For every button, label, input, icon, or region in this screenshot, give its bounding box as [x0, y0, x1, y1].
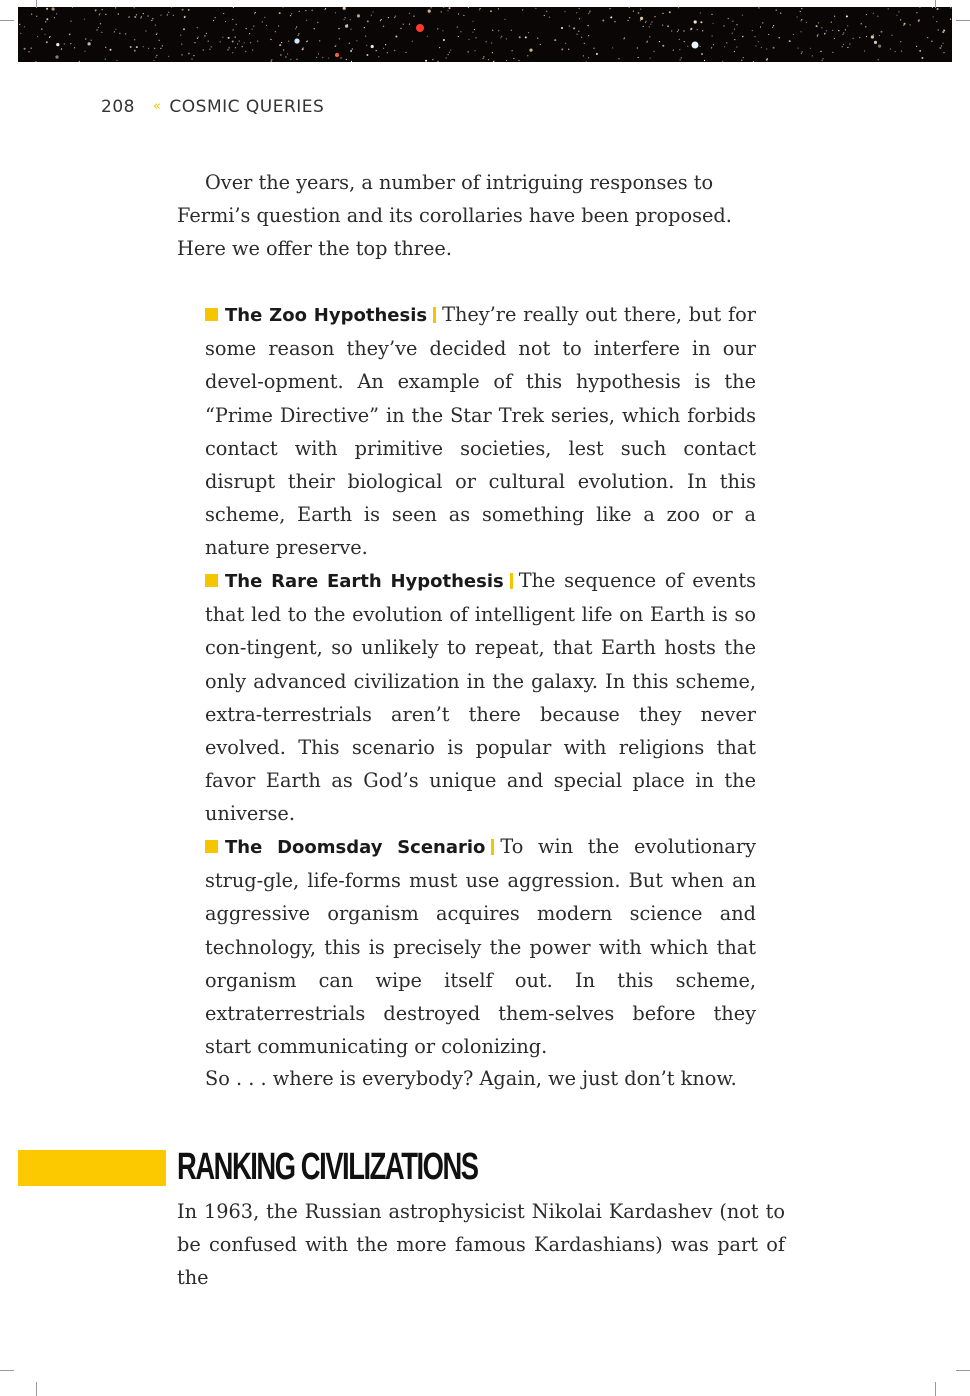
crop-mark [36, 0, 37, 8]
crop-mark [935, 0, 936, 8]
hypothesis-title: The Zoo Hypothesis [225, 305, 428, 326]
crop-mark [0, 20, 14, 21]
bullet-square-icon [205, 840, 218, 853]
hypothesis-text: The sequence of events that led to the evolution of intelligent life on Earth is so con-tingent, so unlikely to repeat, that Earth hosts the only advanced civilization in the galaxy. In this scheme, extra-terrestrials aren’t there because they never evolved. This scenario is popular with religions that favor Earth as God’s unique and special place in the universe. [205, 569, 756, 826]
hypothesis-text: They’re really out there, but for some reason they’ve decided not to interfere in our devel-opment. An example of this hypothesis is the “Prime Directive” in the Star Trek series, which forbids contact with primitive societies, lest such contact disrupt their biological or cultural evolution. In this scheme, Earth is seen as something like a zoo or a nature preserve. [205, 303, 756, 560]
section-heading: RANKING CIVILIZATIONS [177, 1146, 478, 1188]
closing-paragraph: So . . . where is everybody? Again, we just don’t know. [205, 1067, 737, 1090]
section-paragraph: In 1963, the Russian astrophysicist Nikolai Kardashev (not to be confused with the more famous Kardashians) was part of the [177, 1200, 785, 1290]
separator-bar [433, 307, 436, 323]
hypothesis-title: The Doomsday Scenario [225, 837, 486, 858]
hypothesis-text: To win the evolutionary strug-gle, life-forms must use aggression. But when an aggressive organism acquires modern science and technology, this is precisely the power with which that organism can wipe itself out. In this scheme, extraterrestrials destroyed them-selves before they start communicating or colonizing. [205, 835, 756, 1059]
starfield-image [18, 7, 952, 62]
hypothesis-item [205, 298, 756, 565]
running-header [101, 97, 324, 117]
hypothesis-item [205, 564, 756, 831]
starfield-banner-image [18, 7, 952, 62]
running-title: COSMIC QUERIES [169, 97, 325, 117]
crop-mark [935, 1382, 936, 1396]
bullet-square-icon [205, 308, 218, 321]
hypothesis-item [205, 830, 756, 1063]
separator-bar [510, 573, 513, 589]
crop-mark [956, 20, 970, 21]
section-accent-bar [18, 1150, 166, 1186]
separator-bar [491, 839, 494, 855]
page-number: 208 [101, 97, 135, 117]
crop-mark [956, 1370, 970, 1371]
bullet-square-icon [205, 574, 218, 587]
chevron-icon: « [152, 99, 162, 114]
intro-paragraph: Over the years, a number of intriguing responses to Fermi’s question and its corollaries have been proposed. Here we offer the top three. [177, 171, 732, 261]
hypothesis-title: The Rare Earth Hypothesis [225, 571, 504, 592]
crop-mark [0, 1370, 14, 1371]
crop-mark [36, 1382, 37, 1396]
